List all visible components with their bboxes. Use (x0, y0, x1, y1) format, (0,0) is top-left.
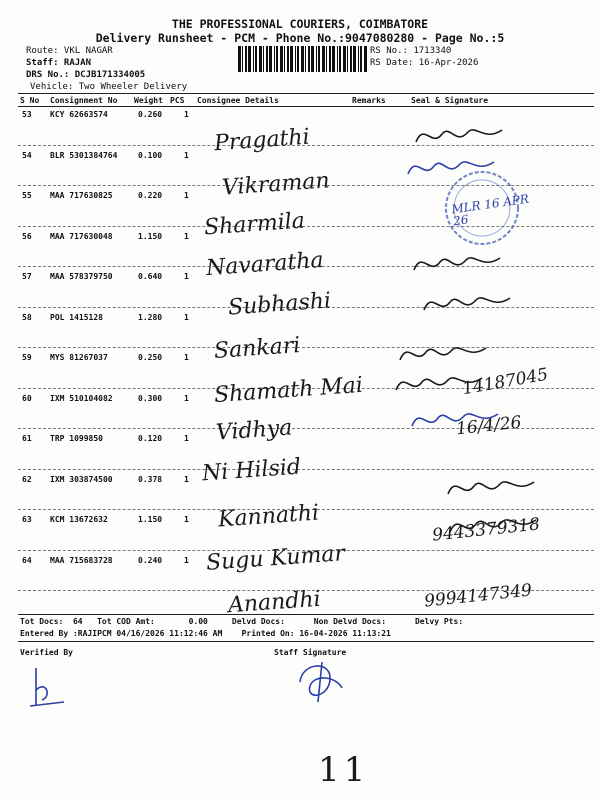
col-sno: S No (20, 96, 40, 105)
row-pcs: 1 (184, 110, 189, 119)
consignee-handwritten-name: Ni Hilsid (201, 454, 302, 487)
footer-top-rule (18, 614, 594, 615)
row-sno: 56 (22, 231, 32, 241)
consignee-handwritten-name: Sankari (213, 333, 302, 364)
signature-handwritten-note: 16/4/26 (455, 412, 523, 440)
row-consignment: IXM 510104082 (50, 393, 113, 403)
col-pcs: PCS (170, 96, 185, 105)
signature-scribble (446, 508, 546, 544)
row-consignment: TRP 1099850 (50, 434, 103, 443)
row-consignment: MAA 578379750 (50, 272, 113, 281)
row-pcs: 1 (184, 555, 189, 565)
row-sno: 54 (22, 150, 32, 160)
row-sno: 61 (22, 434, 32, 443)
row-sno: 55 (22, 191, 32, 200)
row-sno: 64 (22, 555, 32, 565)
row-sno: 62 (22, 474, 32, 484)
header-top-rule (18, 93, 594, 94)
row-sno: 63 (22, 515, 32, 524)
row-pcs: 1 (184, 353, 189, 362)
row-sno: 58 (22, 312, 32, 322)
signature-handwritten-note: 14187045 (460, 364, 550, 400)
row-pcs: 1 (184, 150, 189, 160)
staff: Staff: RAJAN (26, 58, 92, 68)
barcode (238, 46, 368, 72)
row-consignment: MAA 715683728 (50, 555, 113, 565)
signature-handwritten-note: 9994147349 (423, 580, 533, 612)
row-weight: 0.250 (138, 353, 163, 362)
stamp-text: MLR 16 APR 26 (450, 191, 530, 229)
row-consignment: KCY 62663574 (50, 110, 108, 119)
row-consignment: MYS 81267037 (50, 353, 108, 362)
signature-scribble (408, 402, 508, 438)
col-seal-signature: Seal & Signature (411, 96, 489, 105)
row-consignment: BLR 5301384764 (50, 150, 118, 160)
consignee-handwritten-name: Sharmila (203, 208, 306, 241)
col-consignment: Consignment No (50, 96, 118, 105)
row-consignment: MAA 717630048 (50, 231, 113, 241)
col-weight: Weight (134, 96, 163, 105)
row-consignment: IXM 303874500 (50, 474, 113, 484)
consignee-handwritten-name: Kannathi (217, 500, 320, 533)
consignee-handwritten-name: Sugu Kumar (205, 541, 346, 576)
row-weight: 0.640 (138, 272, 163, 281)
runsheet-title: Delivery Runsheet - PCM - Phone No.:9047080280 - Page No.:5 (95, 31, 505, 45)
row-consignment: KCM 13672632 (50, 515, 108, 524)
company-title: THE PROFESSIONAL COURIERS, COIMBATORE (171, 17, 429, 31)
row-pcs: 1 (184, 272, 189, 281)
row-sno: 59 (22, 353, 32, 362)
row-pcs: 1 (184, 312, 189, 322)
page-mark: 11 (318, 750, 370, 790)
signature-handwritten-note: 9443379318 (431, 514, 541, 546)
signature-scribble (392, 366, 492, 402)
row-sno: 53 (22, 110, 32, 119)
consignee-handwritten-name: Subhashi (227, 288, 332, 321)
row-weight: 0.220 (138, 191, 163, 200)
signature-scribble (444, 470, 544, 506)
row-weight: 0.100 (138, 150, 163, 160)
row-consignment: MAA 717630825 (50, 191, 113, 200)
row-weight: 1.280 (138, 312, 163, 322)
signature-scribble (412, 118, 512, 154)
verified-signature (24, 660, 84, 720)
footer-bottom-rule (18, 641, 594, 642)
col-remarks: Remarks (352, 96, 386, 105)
vehicle: Vehicle: Two Wheeler Delivery (30, 82, 188, 92)
row-weight: 0.260 (138, 110, 163, 119)
totals-line: Tot Docs: 64 Tot COD Amt: 0.00 Delvd Docs: Non Delvd Docs: Delvy Pts: (20, 617, 464, 626)
row-weight: 1.150 (138, 231, 163, 241)
rs-date: RS Date: 16-Apr-2026 (370, 58, 479, 68)
row-pcs: 1 (184, 231, 189, 241)
drs-number: DRS No.: DCJB171334005 (26, 70, 146, 80)
col-consignee: Consignee Details (197, 96, 279, 105)
consignee-handwritten-name: Vikraman (221, 168, 331, 201)
rs-number: RS No.: 1713340 (370, 46, 452, 56)
row-sno: 60 (22, 393, 32, 403)
row-weight: 0.300 (138, 393, 163, 403)
row-pcs: 1 (184, 474, 189, 484)
row-consignment: POL 1415128 (50, 312, 103, 322)
row-weight: 0.378 (138, 474, 163, 484)
row-pcs: 1 (184, 393, 189, 403)
row-weight: 0.120 (138, 434, 163, 443)
route: Route: VKL NAGAR (26, 46, 113, 56)
consignee-handwritten-name: Vidhya (215, 415, 294, 446)
row-pcs: 1 (184, 434, 189, 443)
consignee-handwritten-name: Pragathi (213, 124, 311, 157)
consignee-handwritten-name: Shamath Mai (213, 372, 364, 409)
verified-by-label: Verified By (20, 648, 73, 657)
row-weight: 0.240 (138, 555, 163, 565)
row-pcs: 1 (184, 191, 189, 200)
consignee-handwritten-name: Navaratha (205, 247, 325, 282)
signature-scribble (410, 246, 510, 282)
row-weight: 1.150 (138, 515, 163, 524)
staff-signature-label: Staff Signature (274, 648, 347, 657)
row-sno: 57 (22, 272, 32, 281)
row-pcs: 1 (184, 515, 189, 524)
signature-scribble (420, 286, 520, 322)
header-bottom-rule (18, 106, 594, 107)
consignee-handwritten-name: Anandhi (227, 586, 322, 619)
entered-printed-line: Entered By :RAJIPCM 04/16/2026 11:12:46 AM Printed On: 16-04-2026 11:13:21 (20, 629, 391, 638)
row-separator (18, 347, 594, 348)
staff-signature (292, 652, 352, 712)
